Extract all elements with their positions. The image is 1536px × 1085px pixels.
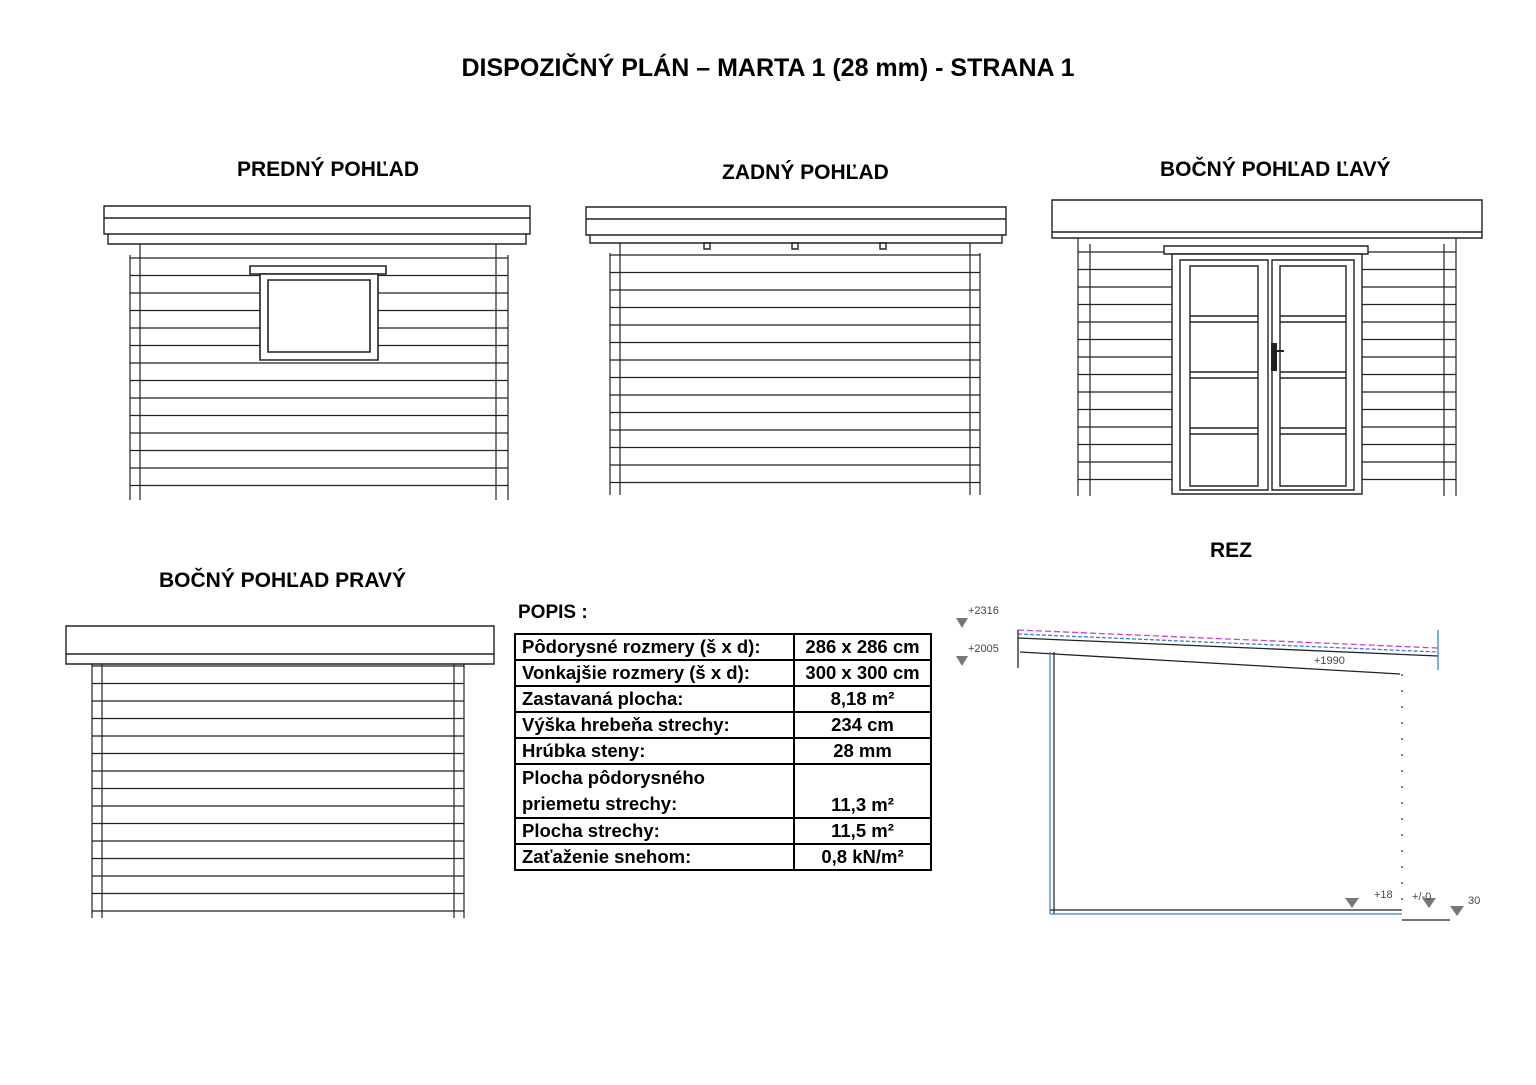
spec-value: 11,5 m² <box>794 818 931 844</box>
table-row <box>515 818 931 844</box>
spec-label <box>515 764 794 818</box>
page-title: DISPOZIČNÝ PLÁN – MARTA 1 (28 mm) - STRANA 1 <box>461 54 1075 82</box>
right-view-drawing <box>62 622 502 922</box>
table-row <box>515 686 931 712</box>
table-row <box>515 660 931 686</box>
dim-18: +18 <box>1374 889 1393 901</box>
dim-2316: +2316 <box>968 605 999 617</box>
left-view-drawing <box>1048 196 1488 501</box>
spec-label-line1: Plocha pôdorysného <box>522 767 705 788</box>
spec-label: Pôdorysné rozmery (š x d): <box>515 634 794 660</box>
right-wall <box>92 664 464 918</box>
table-row <box>515 712 931 738</box>
back-view-drawing <box>582 203 1012 503</box>
view-label-back: ZADNÝ POHĽAD <box>722 161 889 184</box>
dim-30: 30 <box>1468 895 1481 907</box>
popis-heading: POPIS : <box>518 602 588 623</box>
spec-label: Výška hrebeňa strechy: <box>515 712 794 738</box>
section-wall <box>1050 652 1450 920</box>
back-wall <box>610 243 980 495</box>
spec-value: 8,18 m² <box>794 686 931 712</box>
front-window <box>250 266 386 360</box>
spec-label: Plocha strechy: <box>515 818 794 844</box>
front-roof <box>104 206 530 244</box>
dim-2005: +2005 <box>968 643 999 655</box>
spec-value: 0,8 kN/m² <box>794 844 931 870</box>
back-roof <box>586 207 1006 249</box>
spec-label: Zastavaná plocha: <box>515 686 794 712</box>
section-roof <box>1018 630 1438 674</box>
view-label-front: PREDNÝ POHĽAD <box>237 158 420 181</box>
table-row <box>515 844 931 870</box>
spec-label: Vonkajšie rozmery (š x d): <box>515 660 794 686</box>
spec-value: 300 x 300 cm <box>794 660 931 686</box>
table-row <box>515 634 931 660</box>
spec-label-line2: priemetu strechy: <box>522 793 678 814</box>
spec-label: Zaťaženie snehom: <box>515 844 794 870</box>
dim-1990: +1990 <box>1314 655 1345 667</box>
view-label-right: BOČNÝ POHĽAD PRAVÝ <box>159 569 406 592</box>
spec-value: 28 mm <box>794 738 931 764</box>
spec-value: 11,3 m² <box>794 764 931 818</box>
view-label-section: REZ <box>1210 539 1252 562</box>
left-double-door <box>1164 246 1368 494</box>
spec-value: 286 x 286 cm <box>794 634 931 660</box>
right-roof <box>66 626 494 664</box>
spec-table <box>514 633 932 871</box>
front-view-drawing <box>100 200 540 505</box>
spec-value: 234 cm <box>794 712 931 738</box>
table-row <box>515 738 931 764</box>
table-row <box>515 764 931 818</box>
left-roof <box>1052 200 1482 238</box>
spec-label: Hrúbka steny: <box>515 738 794 764</box>
dim-0: +/-0 <box>1412 891 1432 903</box>
section-drawing <box>950 598 1490 928</box>
view-label-left: BOČNÝ POHĽAD ĽAVÝ <box>1160 158 1391 181</box>
